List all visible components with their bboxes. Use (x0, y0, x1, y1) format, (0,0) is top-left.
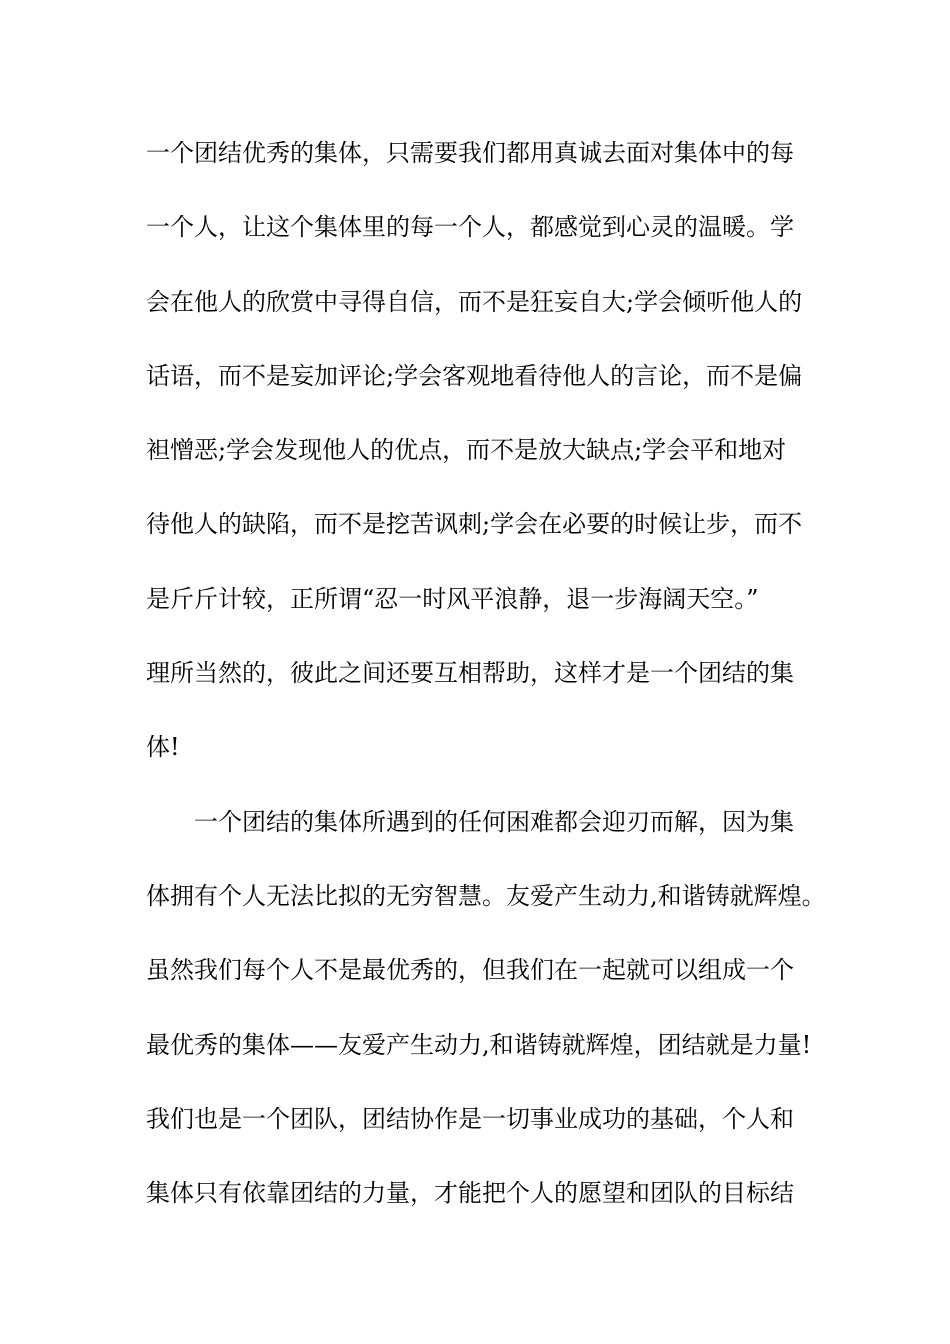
text-line: 体! (146, 733, 180, 762)
paragraph-start-line: 一个团结的集体所遇到的任何困难都会迎刃而解，因为集 (194, 807, 794, 836)
document-body (146, 128, 826, 1242)
text-line: 最优秀的集体——友爱产生动力,和谐铸就辉煌，团结就是力量! (146, 1030, 812, 1059)
text-line: 话语，而不是妄加评论;学会客观地看待他人的言论，而不是偏 (146, 361, 803, 390)
text-line: 一个团结优秀的集体，只需要我们都用真诚去面对集体中的每 (146, 139, 794, 167)
text-line: 虽然我们每个人不是最优秀的，但我们在一起就可以组成一个 (146, 956, 794, 985)
text-line: 我们也是一个团队，团结协作是一切事业成功的基础，个人和 (146, 1104, 794, 1133)
text-line: 是斤斤计较，正所谓“忍一时风平浪静，退一步海阔天空。” (146, 584, 759, 613)
text-line: 体拥有个人无法比拟的无穷智慧。友爱产生动力,和谐铸就辉煌。 (146, 881, 826, 910)
text-line: 待他人的缺陷，而不是挖苦讽刺;学会在必要的时候让步，而不 (146, 510, 803, 539)
text-line: 袒憎恶;学会发现他人的优点，而不是放大缺点;学会平和地对 (146, 436, 787, 465)
text-line: 会在他人的欣赏中寻得自信，而不是狂妄自大;学会倾听他人的 (146, 287, 803, 316)
text-line: 一个人，让这个集体里的每一个人，都感觉到心灵的温暖。学 (146, 213, 794, 242)
text-line: 理所当然的，彼此之间还要互相帮助，这样才是一个团结的集 (146, 659, 794, 688)
text-line: 集体只有依靠团结的力量，才能把个人的愿望和团队的目标结 (146, 1179, 794, 1208)
